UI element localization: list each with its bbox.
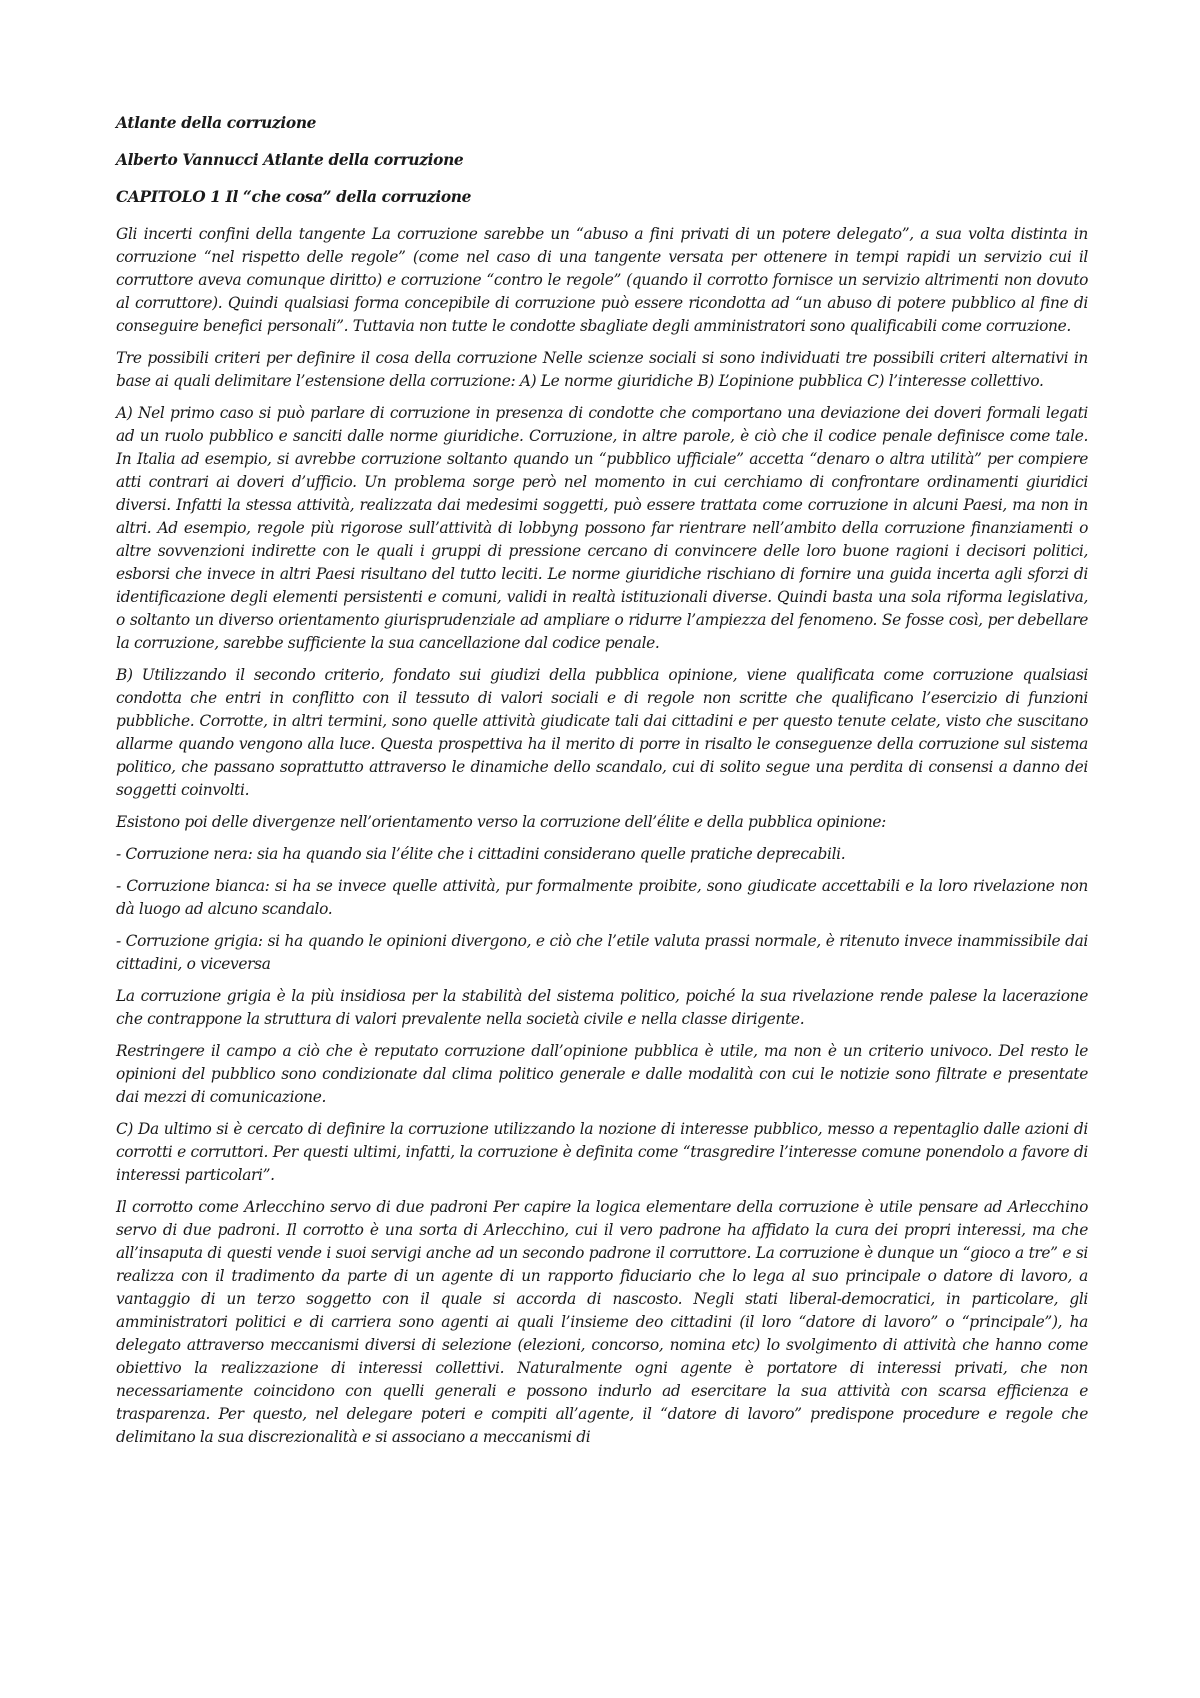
paragraph-interesse-pubblico: C) Da ultimo si è cercato di definire la corruzione utilizzando la nozione di interesse pubblico, messo a repentaglio dalle azioni di corrotti e corruttori. Per questi ultimi, infatti, la corruzione è definita come “trasgredire l’interesse comune ponendolo a favore di interessi particolari”.	[116, 1120, 1088, 1184]
list-item-corruzione-bianca: - Corruzione bianca: si ha se invece quelle attività, pur formalmente proibite, sono giudicate accettabili e la loro rivelazione non dà luogo ad alcuno scandalo.	[116, 877, 1088, 918]
paragraph-tangente: Gli incerti confini della tangente La corruzione sarebbe un “abuso a fini privati di un potere delegato”, a sua volta distinta in corruzione “nel rispetto delle regole” (come nel caso di una tangente versata per ottenere in tempi rapidi un servizio cui il corruttore aveva comunque diritto) e corruzione “contro le regole” (quando il corrotto fornisce un servizio altrimenti non dovuto al corruttore). Quindi qualsiasi forma concepibile di corruzione può essere ricondotta ad “un abuso di potere pubblico al fine di conseguire benefici personali”. Tuttavia non tutte le condotte sbagliate degli amministratori sono qualificabili come corruzione.	[116, 225, 1088, 335]
paragraph-norme-giuridiche: A) Nel primo caso si può parlare di corruzione in presenza di condotte che comportano una deviazione dei doveri formali legati ad un ruolo pubblico e sanciti dalle norme giuridiche. Corruzione, in altre parole, è ciò che il codice penale definisce come tale. In Italia ad esempio, si avrebbe corruzione soltanto quando un “pubblico ufficiale” accetta “denaro o altra utilità” per compiere atti contrari ai doveri d’ufficio. Un problema sorge però nel momento in cui cerchiamo di confrontare ordinamenti giuridici diversi. Infatti la stessa attività, realizzata dai medesimi soggetti, può essere trattata come corruzione in alcuni Paesi, ma non in altri. Ad esempio, regole più rigorose sull’attività di lobbyng possono far rientrare nell’ambito della corruzione finanziamenti o altre sovvenzioni indirette con le quali i gruppi di pressione cercano di convincere delle loro buone ragioni i decisori politici, esborsi che invece in altri Paesi risultano del tutto leciti. Le norme giuridiche rischiano di fornire una guida incerta agli sforzi di identificazione degli elementi persistenti e comuni, validi in realtà istituzionali diverse. Quindi basta una sola riforma legislativa, o soltanto un diverso orientamento giurisprudenziale ad ampliare o ridurre l’ampiezza del fenomeno. Se fosse così, per debellare la corruzione, sarebbe sufficiente la sua cancellazione dal codice penale.	[116, 404, 1088, 652]
paragraph-grigia-insidiosa: La corruzione grigia è la più insidiosa per la stabilità del sistema politico, poiché la sua rivelazione rende palese la lacerazione che contrappone la struttura di valori prevalente nella società civile e nella classe dirigente.	[116, 987, 1088, 1028]
paragraph-restringere: Restringere il campo a ciò che è reputato corruzione dall’opinione pubblica è utile, ma non è un criterio univoco. Del resto le opinioni del pubblico sono condizionate dal clima politico generale e dalle modalità con cui le notizie sono filtrate e presentate dai mezzi di comunicazione.	[116, 1042, 1088, 1106]
author-title-line: Alberto Vannucci Atlante della corruzione	[116, 151, 464, 169]
paragraph-arlecchino: Il corrotto come Arlecchino servo di due padroni Per capire la logica elementare della corruzione è utile pensare ad Arlecchino servo di due padroni. Il corrotto è una sorta di Arlecchino, cui il vero padrone ha affidato la cura dei propri interessi, ma che all’insaputa di questi vende i suoi servigi anche ad un secondo padrone il corruttore. La corruzione è dunque un “gioco a tre” e si realizza con il tradimento da parte di un agente di un rapporto fiduciario che lo lega al suo principale o datore di lavoro, a vantaggio di un terzo soggetto con il quale si accorda di nascosto. Negli stati liberal-democratici, in particolare, gli amministratori politici e di carriera sono agenti ai quali l’insieme deo cittadini (il loro “datore di lavoro” o “principale”), ha delegato attraverso meccanismi diversi di selezione (elezioni, concorso, nomina etc) lo svolgimento di attività che hanno come obiettivo la realizzazione di interessi collettivi. Naturalmente ogni agente è portatore di interessi privati, che non necessariamente coincidono con quelli generali e possono indurlo ad esercitare la sua attività con scarsa efficienza e trasparenza. Per questo, nel delegare poteri e compiti all’agente, il “datore di lavoro” predispone procedure e regole che delimitano la sua discrezionalità e si associano a meccanismi di	[116, 1198, 1088, 1446]
paragraph-criteri: Tre possibili criteri per definire il cosa della corruzione Nelle scienze sociali si sono individuati tre possibili criteri alternativi in base ai quali delimitare l’estensione della corruzione: A) Le norme giuridiche B) L’opinione pubblica C) l’interesse collettivo.	[116, 349, 1088, 390]
chapter-heading: CAPITOLO 1 Il “che cosa” della corruzione	[116, 188, 472, 206]
document-title: Atlante della corruzione	[116, 114, 317, 132]
paragraph-opinione-pubblica: B) Utilizzando il secondo criterio, fondato sui giudizi della pubblica opinione, viene qualificata come corruzione qualsiasi condotta che entri in conflitto con il tessuto di valori sociali e di regole non scritte che qualificano l’esercizio di funzioni pubbliche. Corrotte, in altri termini, sono quelle attività giudicate tali dai cittadini e per questo tenute celate, visto che suscitano allarme quando vengono alla luce. Questa prospettiva ha il merito di porre in risalto le conseguenze della corruzione sul sistema politico, che passano soprattutto attraverso le dinamiche dello scandalo, cui di solito segue una perdita di consensi a danno dei soggetti coinvolti.	[116, 666, 1088, 799]
list-item-corruzione-nera: - Corruzione nera: sia ha quando sia l’élite che i cittadini considerano quelle pratiche deprecabili.	[116, 845, 846, 863]
list-item-corruzione-grigia: - Corruzione grigia: si ha quando le opinioni divergono, e ciò che l’etile valuta prassi normale, è ritenuto invece inammissibile dai cittadini, o viceversa	[116, 932, 1088, 973]
paragraph-divergenze: Esistono poi delle divergenze nell’orientamento verso la corruzione dell’élite e della pubblica opinione:	[116, 813, 887, 831]
document-page	[116, 112, 1088, 1458]
